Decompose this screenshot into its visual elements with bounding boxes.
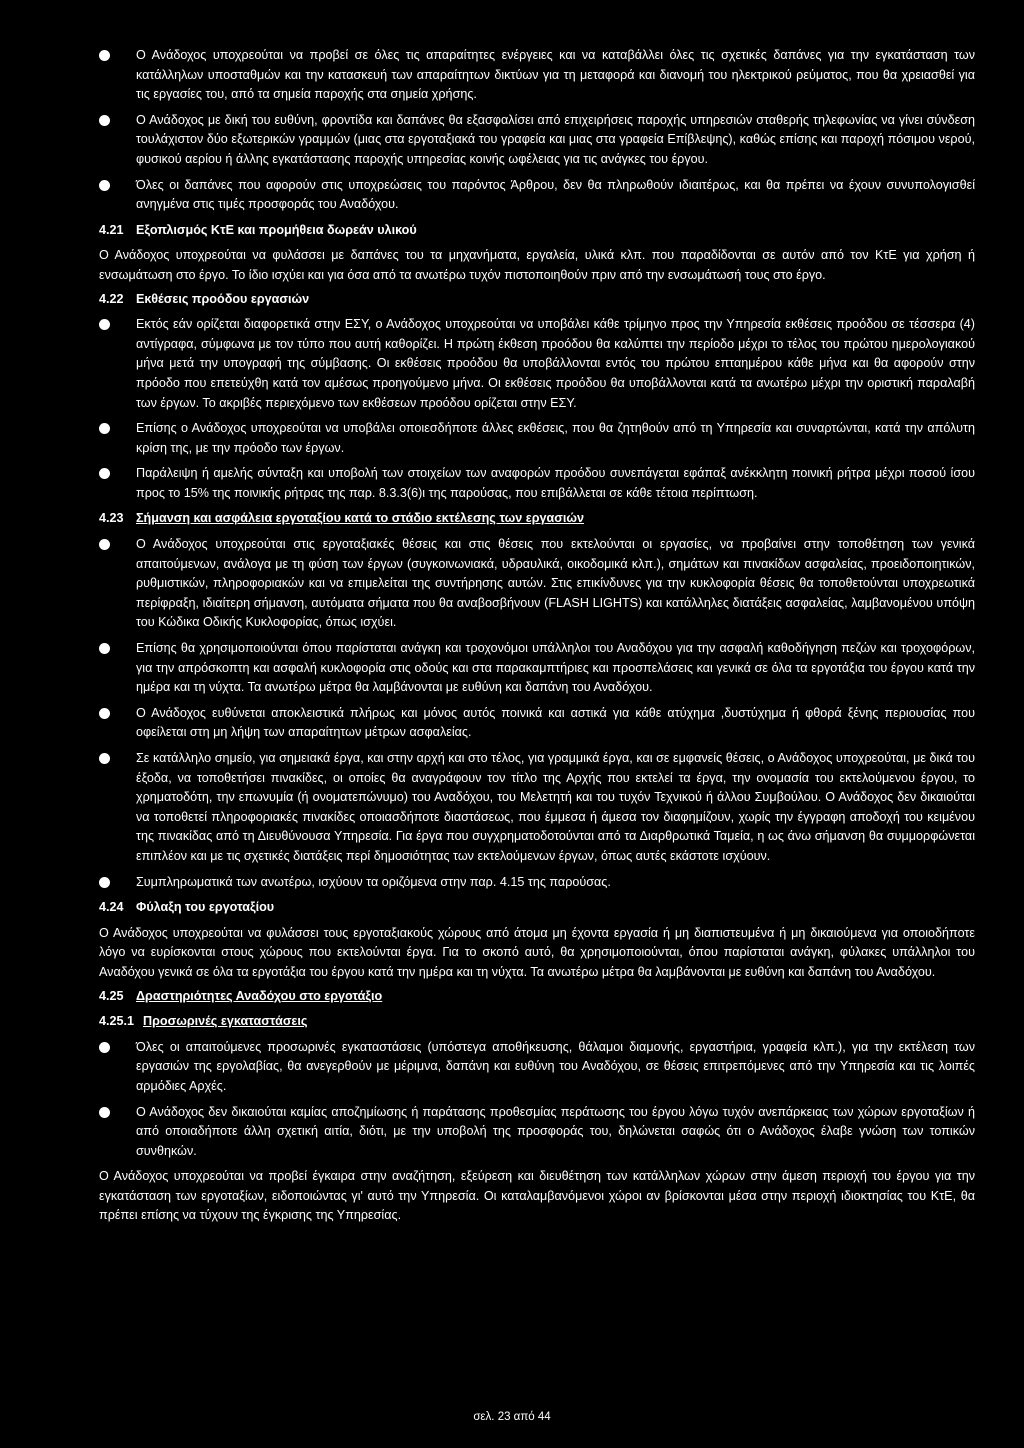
paragraph-text: Ο Ανάδοχος υποχρεούται στις εργοταξιακές θέσεις και στις θέσεις που εκτελούνται οι εργασίες, να προβαίνει στην τοποθέτηση των γενικά απαιτούμενων, ανάλογα με τη φύση των έργων (συγκοινωνιακά, υδραυλικά, οικοδομικά κλπ.), σημάτων και πινακίδων ασφαλείας, προειδοποιητικών, ρυθμιστικών, πληροφοριακών και να επιμελείται της συντήρησης αυτών. Στις επικίνδυνες για την κυκλοφορία θέσεις θα τοποθετούνται υποχρεωτικά περίφραξη, ιδιαίτερη σήμανση, αυτόματα σήματα που θα αναβοσβήνουν (FLASH LIGHTS) και κατάλληλες διατάξεις ασφαλείας, λαμβανομένου υπόψη του Κώδικα Οδικής Κυκλοφορίας, όπως ισχύει.: [136, 537, 975, 630]
paragraph-text: Όλες οι απαιτούμενες προσωρινές εγκαταστάσεις (υπόστεγα αποθήκευσης, θάλαμοι διαμονής, εργαστήρια, γραφεία κλπ.), για την εκτέλεση των εργασιών της εργολαβίας, θα ανεγερθούν με μέριμνα, δαπάνη και ευθύνη του Αναδόχου, σε θέσεις επιτρεπόμενες από την Υπηρεσία και τις λοιπές αρμόδιες Αρχές.: [136, 1039, 975, 1093]
bullet-icon: [99, 1107, 110, 1118]
paragraph-text: Συμπληρωματικά των ανωτέρω, ισχύουν τα οριζόμενα στην παρ. 4.15 της παρούσας.: [136, 874, 611, 889]
section-heading: [99, 290, 975, 310]
bullet-icon: [99, 468, 110, 479]
bullet-paragraph: [99, 464, 975, 503]
bullet-paragraph: [99, 315, 975, 413]
paragraph-text: Παράλειψη ή αμελής σύνταξη και υποβολή των στοιχείων των αναφορών προόδου συνεπάγεται εφάπαξ ανέκκλητη ποινική ρήτρα μέχρι ποσού ίσου προς το 15% της ποινικής ρήτρας της παρ. 8.3.3(6)ι της παρούσας, που επιβάλλεται σε κάθε τέτοια περίπτωση.: [136, 466, 975, 500]
body-paragraph: Ο Ανάδοχος υποχρεούται να φυλάσσει με δαπάνες του τα μηχανήματα, εργαλεία, υλικά κλπ. που παραδίδονται σε αυτόν από τον ΚτΕ για χρήση ή ενσωμάτωση στο έργο. Το ίδιο ισχύει και για όσα από τα ανωτέρω τυχόν πιστοποιηθούν πριν από την ενσωμάτωσή τους στο έργο.: [99, 248, 975, 282]
bullet-icon: [99, 319, 110, 330]
bullet-icon: [99, 115, 110, 126]
bullet-icon: [99, 708, 110, 719]
section-number: 4.23: [99, 511, 124, 526]
bullet-paragraph: [99, 639, 975, 698]
bullet-paragraph: [99, 111, 975, 170]
section-title: Εκθέσεις προόδου εργασιών: [136, 291, 310, 306]
bullet-paragraph: [99, 873, 975, 893]
bullet-paragraph: [99, 1103, 975, 1162]
paragraph-text: Επίσης ο Ανάδοχος υποχρεούται να υποβάλει οποιεσδήποτε άλλες εκθέσεις, που θα ζητηθούν από τη Υπηρεσία και συναρτώνται, κατά την απόλυτη κρίση της, με την πρόοδο των έργων.: [136, 421, 975, 455]
paragraph-text: Επίσης θα χρησιμοποιούνται όπου παρίσταται ανάγκη και τροχονόμοι υπάλληλοι του Αναδόχου για την ασφαλή καθοδήγηση πεζών και τροχοφόρων, για την απρόσκοπτη και ασφαλή κυκλοφορία στις οδούς και στα παρακαμπτήριες και προσπελάσεις και γενικά σε όλα τα εργοτάξια του έργου κατά την ημέρα και τη νύχτα. Τα ανωτέρω μέτρα θα λαμβάνονται με ευθύνη και δαπάνη του Αναδόχου.: [136, 641, 975, 695]
bullet-icon: [99, 1042, 110, 1053]
section-number: 4.22: [99, 291, 124, 306]
bullet-paragraph: [99, 704, 975, 743]
page-footer: σελ. 23 από 44: [473, 1411, 551, 1423]
section-number: 4.21: [99, 222, 124, 237]
bullet-icon: [99, 50, 110, 61]
bullet-icon: [99, 877, 110, 888]
paragraph-text: Ο Ανάδοχος δεν δικαιούται καμίας αποζημίωσης ή παράτασης προθεσμίας περάτωσης του έργου λόγω τυχόν ανεπάρκειας των χώρων εργοταξίων ή από οποιαδήποτε άλλη σχετική αιτία, διότι, με την υποβολή της προσφοράς του, δηλώνεται σαφώς ότι ο Ανάδοχος έλαβε γνώση των τοπικών συνθηκών.: [136, 1104, 975, 1158]
bullet-paragraph: [99, 419, 975, 458]
paragraph-text: Εκτός εάν ορίζεται διαφορετικά στην ΕΣΥ, ο Ανάδοχος υποχρεούται να υποβάλει κάθε τρίμηνο προς την Υπηρεσία εκθέσεις προόδου σε τέσσερα (4) αντίγραφα, σύμφωνα με τον τύπο που αυτή καθορίζει. Η πρώτη έκθεση προόδου θα καλύπτει την περίοδο μέχρι το τέλος του πρώτου ημερολογιακού μήνα μετά την υπογραφή της σύμβασης. Οι εκθέσεις προόδου θα υποβάλλονται εντός του πρώτου επταημέρου κάθε μήνα και θα αφορούν στην πρόοδο που επετεύχθη κατά τον αμέσως προηγούμενο μήνα. Οι εκθέσεις προόδου θα υποβάλλονται κατά τα ανωτέρω μέχρι την οριστική παραλαβή των έργων. Το ακριβές περιεχόμενο των εκθέσεων προόδου ορίζεται στην ΕΣΥ.: [136, 317, 975, 410]
section-heading: [99, 898, 975, 918]
section-title: Εξοπλισμός ΚτΕ και προμήθεια δωρεάν υλικού: [136, 222, 417, 237]
body-paragraph: Ο Ανάδοχος υποχρεούται να φυλάσσει τους εργοταξιακούς χώρους από άτομα μη έχοντα εργασία ή μη διαπιστευμένα ή μη δικαιούμενα για οποιοδήποτε λόγο να ευρίσκονται στους χώρους που εκτελούνται έργα. Για το σκοπό αυτό, θα χρησιμοποιούνται, όπου παρίσταται ανάγκη, φύλακες υπάλληλοι του Αναδόχου γενικά σε όλα τα εργοτάξια του έργου κατά την ημέρα και τη νύχτα. Τα ανωτέρω μέτρα θα λαμβάνονται με ευθύνη και δαπάνη του Αναδόχου.: [99, 925, 975, 979]
bullet-icon: [99, 643, 110, 654]
section-number: 4.25.1: [99, 1014, 135, 1029]
bullet-icon: [99, 539, 110, 550]
section-number: 4.24: [99, 900, 124, 915]
document-body: [99, 46, 975, 1230]
paragraph-text: Όλες οι δαπάνες που αφορούν στις υποχρεώσεις του παρόντος Άρθρου, δεν θα πληρωθούν ιδιαιτέρως, και θα πρέπει να έχουν συνυπολογισθεί ανηγμένα στις τιμές προσφοράς του Αναδόχου.: [136, 177, 975, 212]
bullet-icon: [99, 423, 110, 434]
section-title: Προσωρινές εγκαταστάσεις: [143, 1014, 308, 1029]
section-title: Δραστηριότητες Αναδόχου στο εργοτάξιο: [136, 988, 383, 1003]
paragraph-text: Σε κατάλληλο σημείο, για σημειακά έργα, και στην αρχή και στο τέλος, για γραμμικά έργα, και σε εμφανείς θέσεις, ο Ανάδοχος υποχρεούται, με δικά του έξοδα, να τοποθετήσει πινακίδες, οι οποίες θα αναγράφουν τον τίτλο της Αρχής που εκτελεί τα έργα, την ονομασία του εκτελούμενου έργου, το χρηματοδότη, την επωνυμία (ή ονοματεπώνυμο) του Αναδόχου, του Μελετητή και του τυχόν Τεχνικού ή άλλου Συμβούλου. Ο Ανάδοχος δεν δικαιούται να τοποθετεί πληροφοριακές πινακίδες οποιασδήποτε διαστάσεως, που έμμεσα ή άμεσα τον διαφημίζουν, χωρίς την έγγραφη αποδοχή του κειμένου της πινακίδας από τη Διευθύνουσα Υπηρεσία. Για έργα που συγχρηματοδοτούνται από τα Διαρθρωτικά Ταμεία, η ως άνω σήμανση θα συμμορφώνεται επιπλέον και με τις σχετικές διατάξεις περί δημοσιότητας των εκτελούμενων έργων, όπως αυτές εκάστοτε ισχύουν.: [136, 751, 975, 863]
section-heading: [99, 1012, 975, 1032]
paragraph-text: Ο Ανάδοχος ευθύνεται αποκλειστικά πλήρως και μόνος αυτός ποινικά και αστικά για κάθε ατύχημα ,δυστύχημα ή φθορά ξένης περιουσίας που οφείλεται στη μη λήψη των απαραίτητων μέτρων ασφαλείας.: [136, 705, 975, 740]
paragraph-text: Ο Ανάδοχος υποχρεούται να προβεί σε όλες τις απαραίτητες ενέργειες και να καταβάλλει όλες τις σχετικές δαπάνες για την εγκατάσταση των κατάλληλων υποσταθμών και την κατασκευή των απαραίτητων δικτύων για τη μεταφορά και διανομή του ηλεκτρικού ρεύματος, που θα χρειασθεί για τις εργασίες του, από τα σημεία παροχής στα σημεία χρήσης.: [136, 48, 975, 102]
section-heading: [99, 221, 975, 241]
section-heading: [99, 987, 975, 1007]
bullet-icon: [99, 180, 110, 191]
bullet-paragraph: [99, 1038, 975, 1097]
bullet-paragraph: [99, 535, 975, 633]
section-number: 4.25: [99, 988, 124, 1003]
bullet-paragraph: [99, 176, 975, 215]
bullet-paragraph: [99, 46, 975, 105]
paragraph-text: Ο Ανάδοχος με δική του ευθύνη, φροντίδα και δαπάνες θα εξασφαλίσει από επιχειρήσεις παροχής υπηρεσιών σταθερής τηλεφωνίας να γίνει σύνδεση τουλάχιστον δύο εξωτερικών γραμμών (μιας στα εργοταξιακά του γραφεία και μιας στα γραφεία Επίβλεψης), καθώς επίσης και παροχή πόσιμου νερού, φυσικού αερίου ή άλλης εγκατάστασης παροχής υπηρεσίας κοινής ωφέλειας για τις ανάγκες του έργου.: [136, 112, 975, 166]
bullet-icon: [99, 753, 110, 764]
bullet-paragraph: [99, 749, 975, 867]
section-heading: [99, 509, 975, 529]
body-paragraph: Ο Ανάδοχος υποχρεούται να προβεί έγκαιρα στην αναζήτηση, εξεύρεση και διευθέτηση των κατάλληλων χώρων στην άμεση περιοχή του έργου για την εγκατάσταση των εργοταξίων, ειδοποιώντας γι' αυτό την Υπηρεσία. Οι καταλαμβανόμενοι χώροι αν βρίσκονται μέσα στην περιοχή ιδιοκτησίας του ΚτΕ, θα πρέπει επίσης να τύχουν της έγκρισης της Υπηρεσίας.: [99, 1169, 975, 1223]
section-title: Σήμανση και ασφάλεια εργοταξίου κατά το στάδιο εκτέλεσης των εργασιών: [136, 511, 585, 526]
section-title: Φύλαξη του εργοταξίου: [136, 900, 275, 915]
